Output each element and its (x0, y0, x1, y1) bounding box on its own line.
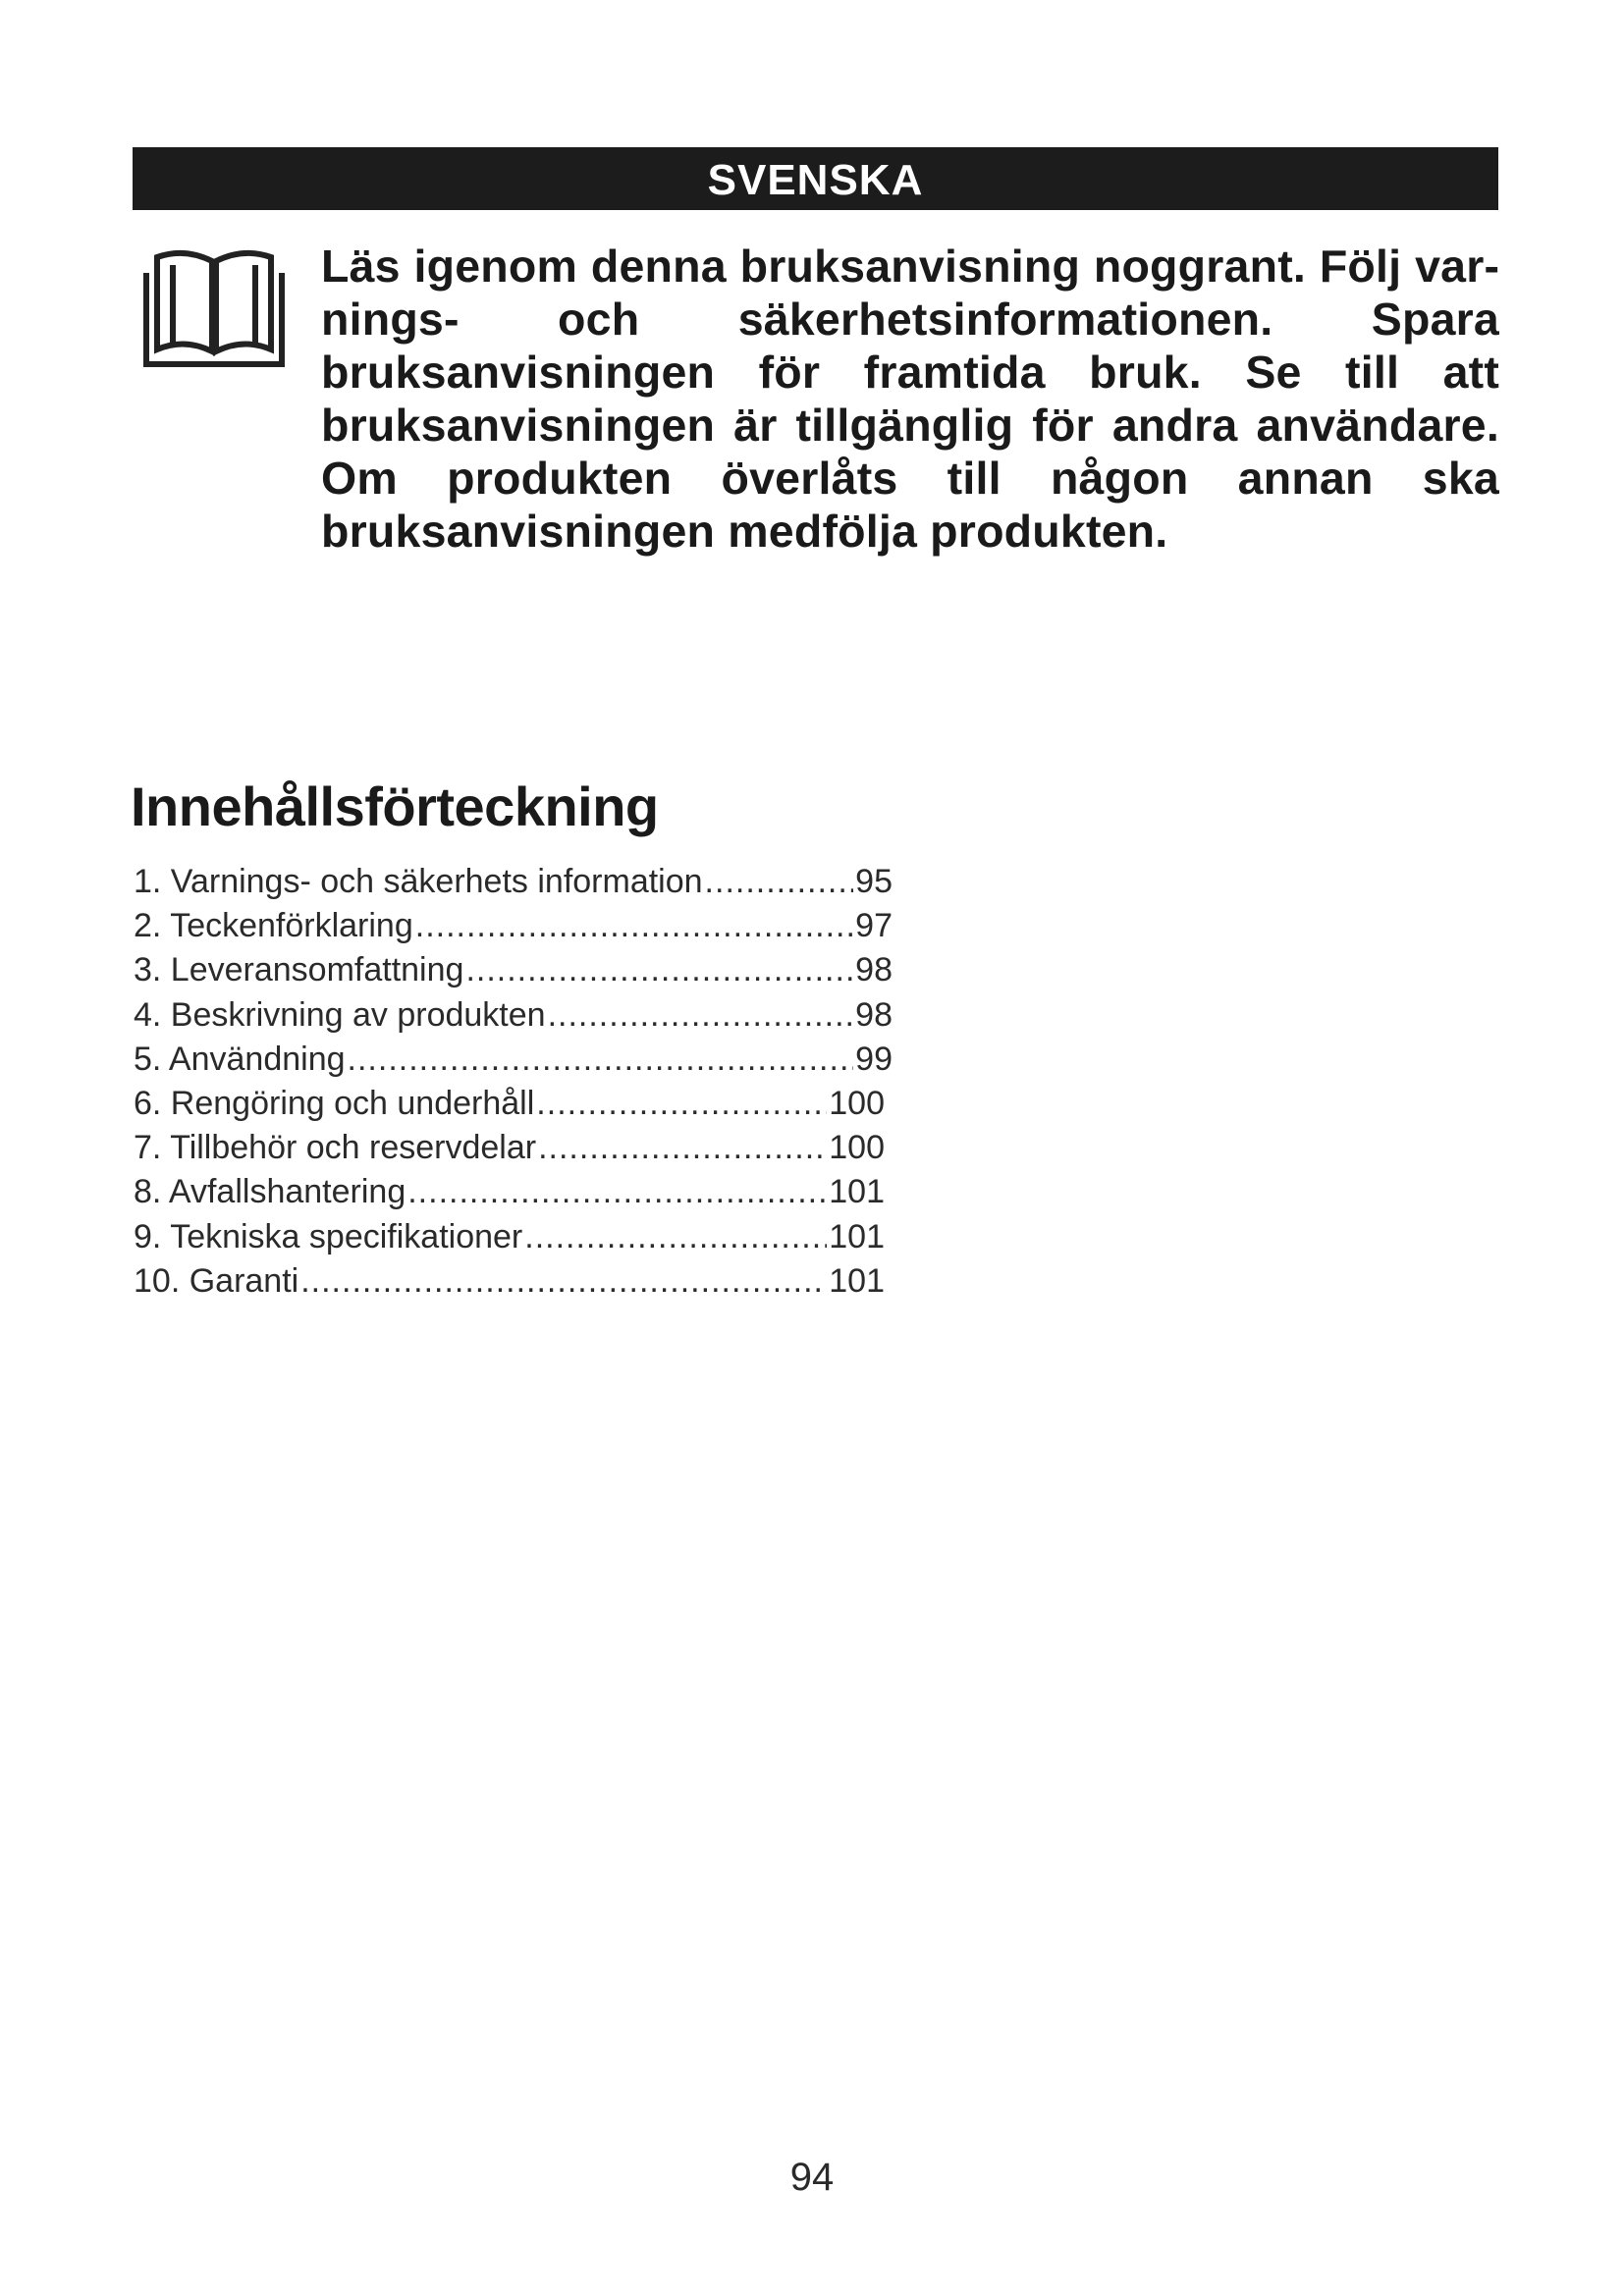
toc-entry-label: 8. Avfallshantering (134, 1173, 406, 1211)
toc-entry-label: 1. Varnings- och säkerhets information (134, 863, 703, 900)
toc-entry-label: 6. Rengöring och underhåll (134, 1084, 535, 1122)
toc-leader-dots (300, 1259, 827, 1304)
toc-entry-page: 98 (855, 995, 893, 1034)
toc-entry (134, 948, 893, 992)
intro-paragraph: Läs igenom denna bruksanvisning noggrant. Följ varnings- och säkerhetsinformationen. Spara bruksanvisningen för framtida bruk. Se till att bruksanvisningen är tillgänglig för andra användare. Om produkten överlåts till någon annan ska bruksanvisningen medfölja produkten. (321, 240, 1499, 557)
toc-entry-label: 10. Garanti (134, 1261, 299, 1300)
toc-leader-dots (538, 1126, 827, 1170)
toc-entry-page: 101 (829, 1217, 885, 1255)
toc-entry-label: 9. Tekniska specifikationer (134, 1217, 523, 1255)
toc-leader-dots (548, 993, 854, 1038)
toc-entry (134, 1259, 885, 1304)
toc-leader-dots (524, 1215, 827, 1259)
table-of-contents (134, 860, 893, 1304)
toc-entry (134, 1126, 885, 1170)
toc-entry-label: 5. Användning (134, 1040, 346, 1078)
toc-entry-page: 101 (829, 1261, 885, 1300)
toc-entry-label: 7. Tillbehör och reservdelar (134, 1129, 537, 1167)
toc-entry-page: 101 (829, 1173, 885, 1211)
toc-leader-dots (348, 1038, 854, 1082)
toc-leader-dots (536, 1082, 827, 1126)
toc-entry-page: 97 (855, 907, 893, 945)
language-title: SVENSKA (707, 156, 924, 204)
toc-entry-page: 100 (829, 1129, 885, 1167)
page-number: 94 (789, 2156, 835, 2199)
toc-leader-dots (705, 860, 854, 904)
toc-leader-dots (415, 904, 853, 948)
toc-entry-page: 98 (855, 951, 893, 989)
toc-entry-label: 2. Teckenförklaring (134, 907, 413, 945)
toc-entry-page: 95 (855, 863, 893, 900)
toc-entry-label: 3. Leveransomfattning (134, 951, 464, 989)
toc-entry (134, 1170, 885, 1214)
toc-entry (134, 1038, 893, 1082)
language-header-bar (133, 147, 1498, 210)
toc-entry (134, 860, 893, 904)
toc-entry (134, 1215, 885, 1259)
toc-entry (134, 904, 893, 948)
toc-entry-label: 4. Beskrivning av produkten (134, 995, 546, 1034)
toc-entry-page: 99 (855, 1040, 893, 1078)
book-icon (143, 245, 285, 367)
toc-entry (134, 1082, 885, 1126)
toc-leader-dots (407, 1170, 827, 1214)
toc-entry-page: 100 (829, 1084, 885, 1122)
toc-title: Innehållsförteckning (131, 775, 659, 837)
toc-entry (134, 993, 893, 1038)
toc-leader-dots (465, 948, 853, 992)
